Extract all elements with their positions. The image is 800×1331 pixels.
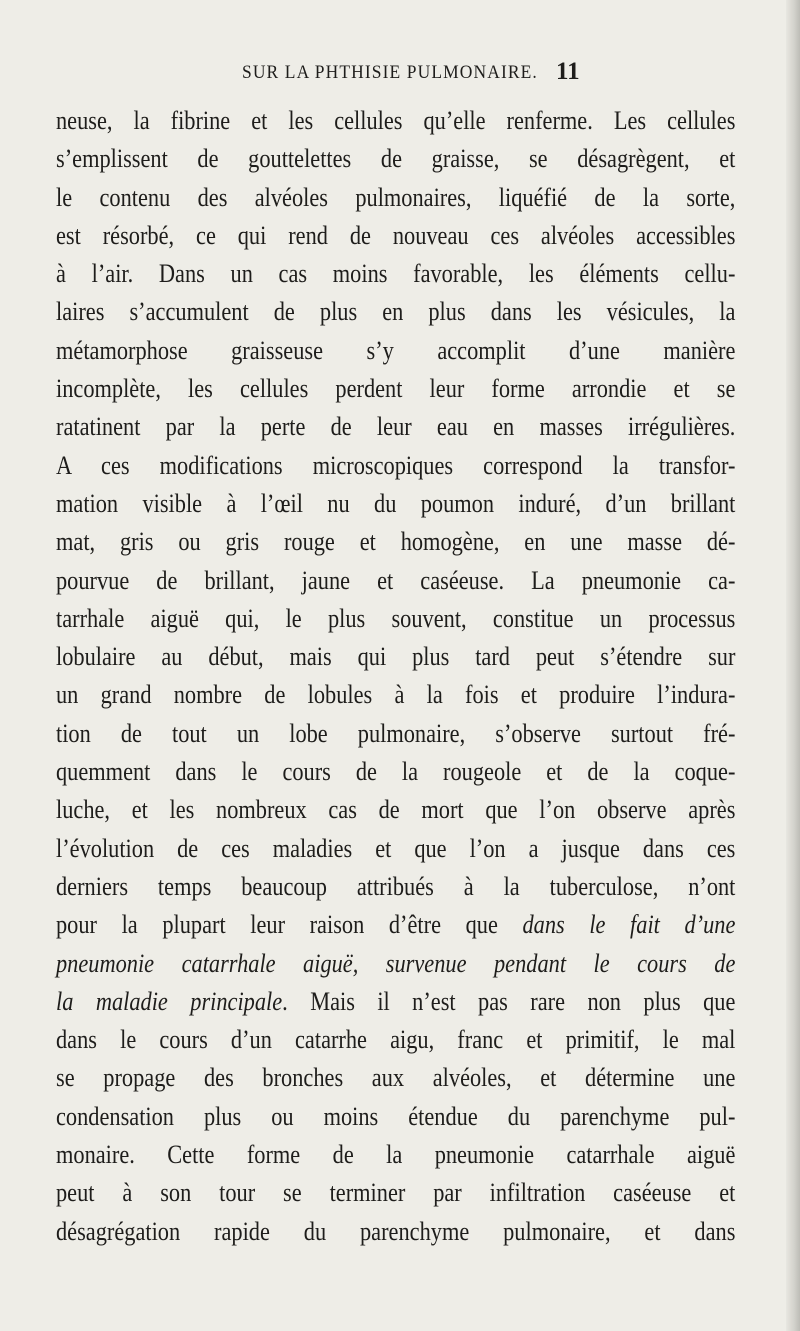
- text-run: ratatinent par la perte de leur eau en masses irrégulières.: [56, 412, 736, 442]
- text-run: incomplète, les cellules perdent leur forme arrondie et se: [56, 374, 736, 404]
- text-run: quemment dans le cours de la rougeole et de la coque-: [56, 757, 736, 787]
- text-line: [56, 1098, 735, 1136]
- text-line: [56, 255, 735, 293]
- text-run: le contenu des alvéoles pulmonaires, liquéfié de la sorte,: [56, 182, 736, 212]
- text-line: [56, 140, 735, 178]
- text-line: [56, 676, 735, 714]
- text-line: [56, 906, 735, 944]
- text-run: condensation plus ou moins étendue du parenchyme pul-: [56, 1101, 736, 1131]
- text-run: peut à son tour se terminer par infiltration caséeuse et: [56, 1178, 736, 1208]
- text-run: métamorphose graisseuse s’y accomplit d’une manière: [56, 335, 736, 365]
- text-line: [56, 370, 735, 408]
- text-run: est résorbé, ce qui rend de nouveau ces alvéoles accessibles: [56, 220, 736, 250]
- text-line: [56, 447, 735, 485]
- text-line: [56, 868, 735, 906]
- text-run: l’évolution de ces maladies et que l’on a jusque dans ces: [56, 833, 736, 863]
- page-number: 11: [556, 58, 580, 85]
- text-line: [56, 332, 735, 370]
- text-line: [56, 217, 735, 255]
- text-line: [56, 830, 735, 868]
- page-header: [0, 58, 800, 94]
- text-line: [56, 523, 735, 561]
- text-run: A ces modifications microscopiques correspond la transfor-: [56, 450, 736, 480]
- text-run: un grand nombre de lobules à la fois et produire l’indura-: [56, 680, 736, 710]
- text-line: [56, 600, 735, 638]
- text-line: [56, 638, 735, 676]
- text-run: monaire. Cette forme de la pneumonie catarrhale aiguë: [56, 1140, 736, 1170]
- italic-text: dans le fait d’une: [522, 910, 736, 940]
- text-line: [56, 791, 735, 829]
- text-run: désagrégation rapide du parenchyme pulmonaire, et dans: [56, 1216, 736, 1246]
- text-run: pour la plupart leur raison d’être que: [56, 910, 523, 940]
- text-run: neuse, la fibrine et les cellules qu’elle renferme. Les cellules: [56, 106, 736, 135]
- text-line: [56, 293, 735, 331]
- text-line: [56, 1174, 735, 1212]
- italic-text: pneumonie catarrhale aiguë, survenue pendant le cours de: [56, 948, 736, 978]
- text-line: [56, 1136, 735, 1174]
- text-line: [56, 1059, 735, 1097]
- text-run: à l’air. Dans un cas moins favorable, les éléments cellu-: [56, 259, 736, 289]
- text-line: [56, 945, 735, 983]
- text-line: [56, 562, 735, 600]
- text-line: [56, 715, 735, 753]
- text-run: tarrhale aiguë qui, le plus souvent, constitue un processus: [56, 603, 736, 633]
- text-line: [56, 485, 735, 523]
- text-run: . Mais il n’est pas rare non plus que: [282, 986, 736, 1016]
- page-edge: [786, 0, 800, 1331]
- text-run: laires s’accumulent de plus en plus dans les vésicules, la: [56, 297, 736, 327]
- text-run: mation visible à l’œil nu du poumon induré, d’un brillant: [56, 488, 736, 518]
- text-run: dans le cours d’un catarrhe aigu, franc et primitif, le mal: [56, 1025, 736, 1055]
- text-run: se propage des bronches aux alvéoles, et détermine une: [56, 1063, 736, 1093]
- text-run: luche, et les nombreux cas de mort que l’on observe après: [56, 795, 736, 825]
- text-line: [56, 753, 735, 791]
- text-line: [56, 408, 735, 446]
- text-line: [56, 102, 735, 140]
- text-line: [56, 179, 735, 217]
- text-run: mat, gris ou gris rouge et homogène, en une masse dé-: [56, 527, 736, 557]
- body-text: [56, 102, 736, 1251]
- text-line: [56, 983, 735, 1021]
- text-run: tion de tout un lobe pulmonaire, s’observe surtout fré-: [56, 718, 736, 748]
- text-run: derniers temps beaucoup attribués à la tuberculose, n’ont: [56, 871, 736, 901]
- text-run: lobulaire au début, mais qui plus tard peut s’étendre sur: [56, 642, 736, 672]
- text-line: [56, 1021, 735, 1059]
- text-run: pourvue de brillant, jaune et caséeuse. La pneumonie ca-: [56, 565, 736, 595]
- text-line: [56, 1213, 735, 1251]
- italic-text: la maladie principale: [56, 986, 283, 1016]
- text-run: s’emplissent de gouttelettes de graisse, se désagrègent, et: [56, 144, 736, 174]
- running-head: SUR LA PHTHISIE PULMONAIRE.: [242, 62, 538, 83]
